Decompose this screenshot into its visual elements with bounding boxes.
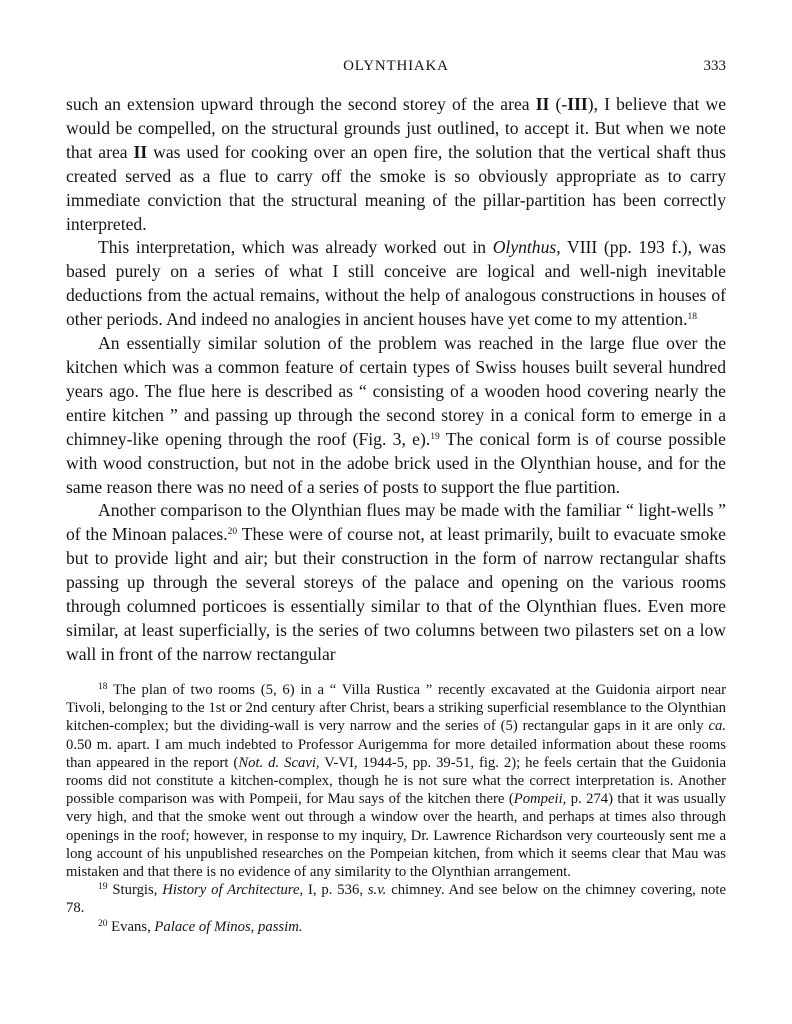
text-run: This interpretation, which was already worked out in bbox=[98, 237, 493, 258]
bold-text: II bbox=[535, 94, 550, 114]
italic-text: s.v. bbox=[367, 882, 387, 899]
italic-text: Not. d. Scavi, bbox=[238, 754, 320, 771]
italic-text: History of Architecture, bbox=[162, 882, 304, 899]
text-run: ), I believe that we would be compelled, on the structural grounds just outlined, to accept it. But when we note that area bbox=[66, 94, 727, 162]
text-run: p. 274) that it was usually very high, and that the smoke went out through a window over the hearth, and perhaps at times also through openings in the roof; however, in response to my inquiry, Dr. Lawrence Richardson very courteously sent me a long account of his unpublished researches on the Pompeian kitchen, from which it seems clear that Mau was mistaken and that there is no evidence of any similarity to the Olynthian arrangement. bbox=[66, 791, 726, 881]
bold-text: III bbox=[567, 94, 588, 114]
page-number: 333 bbox=[703, 58, 726, 74]
text-run: Evans, bbox=[107, 918, 155, 935]
text-run: was used for cooking over an open fire, the solution that the vertical shaft thus created served as a flue to carry off the smoke is so obviously appropriate as to carry immediate conviction that the structural meaning of the pillar-partition has been correctly interpreted. bbox=[66, 141, 727, 234]
italic-text: ca. bbox=[708, 718, 726, 735]
running-head: OLYNTHIAKA bbox=[343, 58, 449, 74]
text-run: V-VI, 1944-5, pp. 39-51, fig. 2); he feels certain that the Guidonia rooms did not constitute a kitchen-complex, though he is not sure what the correct interpretation is. Another possible comparison was with Pompeii, for Mau says of the kitchen there ( bbox=[66, 754, 727, 808]
footnote-19 bbox=[66, 881, 726, 917]
footnote-18 bbox=[66, 681, 726, 881]
text-run: These were of course not, at least primarily, built to evacuate smoke but to provide light and air; but their construction in the form of narrow rectangular shafts passing up through the several storeys of the palace and opening on the various rooms through columned porticoes is essentially similar to that of the Olynthian flues. Even more similar, at least superficially, is the series of two columns between two pilasters set on a low wall in front of the narrow rectangular bbox=[66, 524, 726, 664]
footnote-ref-20[interactable]: 20 bbox=[227, 527, 238, 538]
text-run: The plan of two rooms (5, 6) in a “ Villa Rustica ” recently excavated at the Guidonia airport near Tivoli, belonging to the 1st or 2nd century after Christ, bears a striking superficial resemblance to the Olynthian kitchen-complex; but the dividing-wall is very narrow and the series of (5) rectangular gaps in it are only bbox=[66, 682, 726, 735]
footnote-ref-18[interactable]: 18 bbox=[687, 312, 697, 323]
paragraph-3 bbox=[66, 332, 726, 499]
text-run: (- bbox=[549, 94, 568, 114]
italic-text: Pompeii, bbox=[513, 791, 567, 808]
main-text bbox=[66, 93, 726, 667]
text-run: VIII (pp. 193 f.), was based purely on a series of what I still conceive are logical and well-nigh inevitable deductions from the actual remains, without the help of analogous constructions in houses of other periods. And indeed no analogies in ancient houses have yet come to my attention. bbox=[66, 237, 726, 330]
text-run: chimney. And see below on the chimney covering, note 78. bbox=[66, 882, 726, 917]
bold-text: II bbox=[133, 141, 148, 162]
text-run: An essentially similar solution of the problem was reached in the large flue over the kitchen which was a common feature of certain types of Swiss houses built several hundred years ago. The flue here is described as “ consisting of a wooden hood covering nearly the entire kitchen ” and passing up through the second storey in a conical form to emerge in a chimney-like opening through the roof (Fig. 3, e). bbox=[66, 333, 726, 449]
text-run: such an extension upward through the second storey of the area bbox=[66, 94, 536, 114]
paragraph-2 bbox=[66, 236, 726, 332]
paragraph-1 bbox=[66, 93, 726, 236]
italic-text: Olynthus, bbox=[492, 237, 561, 258]
footnotes bbox=[66, 681, 726, 936]
footnote-number: 20 bbox=[98, 918, 108, 929]
text-run: Sturgis, bbox=[107, 882, 163, 899]
footnote-number: 18 bbox=[98, 682, 108, 692]
italic-text: Palace of Minos, passim. bbox=[154, 918, 303, 935]
page-header bbox=[66, 58, 726, 80]
paragraph-4 bbox=[66, 499, 726, 666]
text-run: The conical form is of course possible with wood construction, but not in the adobe brick used in the Olynthian house, and for the same reason there was no need of a series of posts to support the flue partition. bbox=[66, 428, 726, 497]
text-run: I, p. 536, bbox=[303, 882, 368, 899]
text-run: Another comparison to the Olynthian flues may be made with the familiar “ light-wells ” of the Minoan palaces. bbox=[66, 500, 726, 545]
text-run: 0.50 m. apart. I am much indebted to Professor Aurigemma for more detailed information about these rooms than appeared in the report ( bbox=[66, 736, 726, 771]
footnote-ref-19[interactable]: 19 bbox=[430, 431, 440, 442]
footnote-number: 19 bbox=[98, 882, 108, 893]
footnote-20 bbox=[66, 918, 726, 936]
